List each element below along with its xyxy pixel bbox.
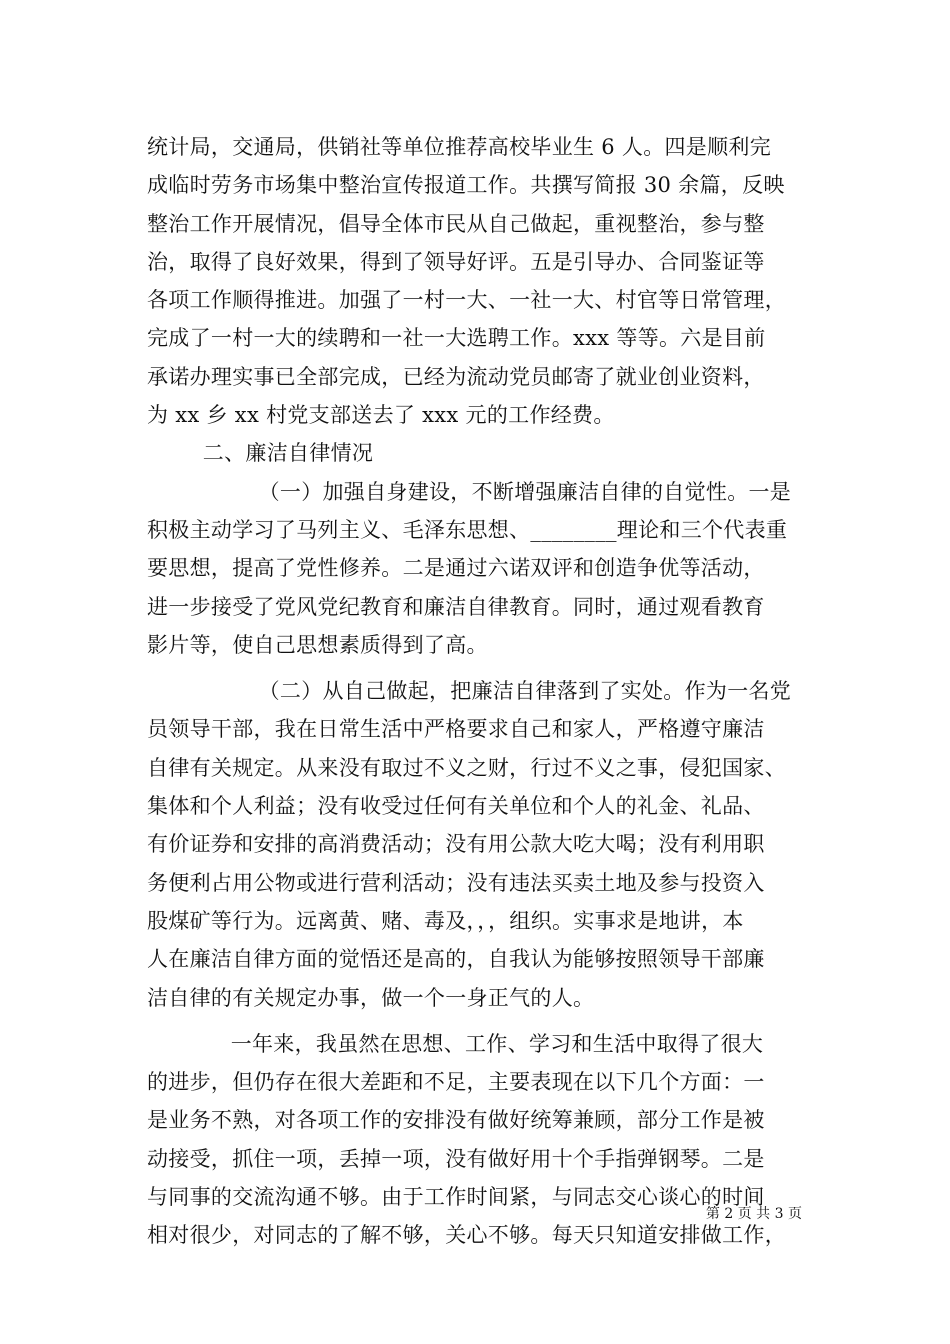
subsection-heading-line: （二）从自己做起，把廉洁自律落到了实处。作为一名党: [147, 679, 792, 704]
text-line: 为 xx 乡 xx 村党支部送去了 xxx 元的工作经费。: [147, 403, 615, 428]
text-line: 有价证券和安排的高消费活动；没有用公款大吃大喝；没有利用职: [147, 832, 765, 857]
text-line: 股煤矿等行为。远离黄、赌、毒及，，，组织。实事求是地讲，本: [147, 908, 744, 933]
section-heading: 二、廉洁自律情况: [147, 441, 374, 466]
text-line: 进一步接受了党风党纪教育和廉洁自律教育。同时，通过观看教育: [147, 594, 765, 619]
text-line: 各项工作顺得推进。加强了一村一大、一社一大、村官等日常管理，: [147, 288, 786, 313]
text-line: 积极主动学习了马列主义、毛泽东思想、________理论和三个代表重: [147, 517, 788, 542]
text-line: 员领导干部，我在日常生活中严格要求自己和家人，严格遵守廉洁: [147, 717, 765, 742]
text-line: 成临时劳务市场集中整治宣传报道工作。共撰写简报 30 余篇，反映: [147, 173, 785, 198]
text-line: 统计局，交通局，供销社等单位推荐高校毕业生 6 人。四是顺利完: [147, 135, 772, 159]
text-line: 完成了一村一大的续聘和一社一大选聘工作。xxx 等等。六是目前: [147, 326, 766, 351]
text-line: 务便利占用公物或进行营利活动；没有违法买卖土地及参与投资入: [147, 870, 765, 895]
text-line: 与同事的交流沟通不够。由于工作时间紧，与同志交心谈心的时间: [147, 1185, 765, 1210]
text-line: 自律有关规定。从来没有取过不义之财，行过不义之事，侵犯国家、: [147, 755, 786, 780]
text-line: 是业务不熟，对各项工作的安排没有做好统筹兼顾，部分工作是被: [147, 1108, 765, 1133]
text-line: 影片等，使自己思想素质得到了高。: [147, 632, 488, 657]
page-footer: [0, 1204, 802, 1224]
text-line: 动接受，抓住一项，丢掉一项，没有做好用十个手指弹钢琴。二是: [147, 1146, 765, 1171]
text-line: 的进步，但仍存在很大差距和不足，主要表现在以下几个方面：一: [147, 1070, 765, 1095]
subsection-heading-line: （一）加强自身建设，不断增强廉洁自律的自觉性。一是: [147, 479, 792, 504]
text-line: 治，取得了良好效果，得到了领导好评。五是引导办、合同鉴证等: [147, 249, 765, 274]
text-line: 要思想，提高了党性修养。二是通过六诺双评和创造争优等活动，: [147, 556, 765, 581]
text-line: 集体和个人利益；没有收受过任何有关单位和个人的礼金、礼品、: [147, 794, 765, 819]
paragraph-gap: [147, 1017, 823, 1025]
text-line: 洁自律的有关规定办事，做一个一身正气的人。: [147, 985, 595, 1010]
text-line: 整治工作开展情况，倡导全体市民从自己做起，重视整治，参与整: [147, 211, 765, 236]
paragraph-start-line: 一年来，我虽然在思想、工作、学习和生活中取得了很大: [147, 1031, 764, 1056]
paragraph-gap: [147, 664, 823, 672]
text-line: 人在廉洁自律方面的觉悟还是高的，自我认为能够按照领导干部廉: [147, 947, 765, 972]
page-number: 第 2 页 共 3 页: [705, 1206, 802, 1222]
text-line: 承诺办理实事已全部完成，已经为流动党员邮寄了就业创业资料，: [147, 364, 765, 389]
text-line: 相对很少，对同志的了解不够，关心不够。每天只知道安排做工作，: [147, 1223, 786, 1248]
body-text: [147, 128, 823, 1255]
